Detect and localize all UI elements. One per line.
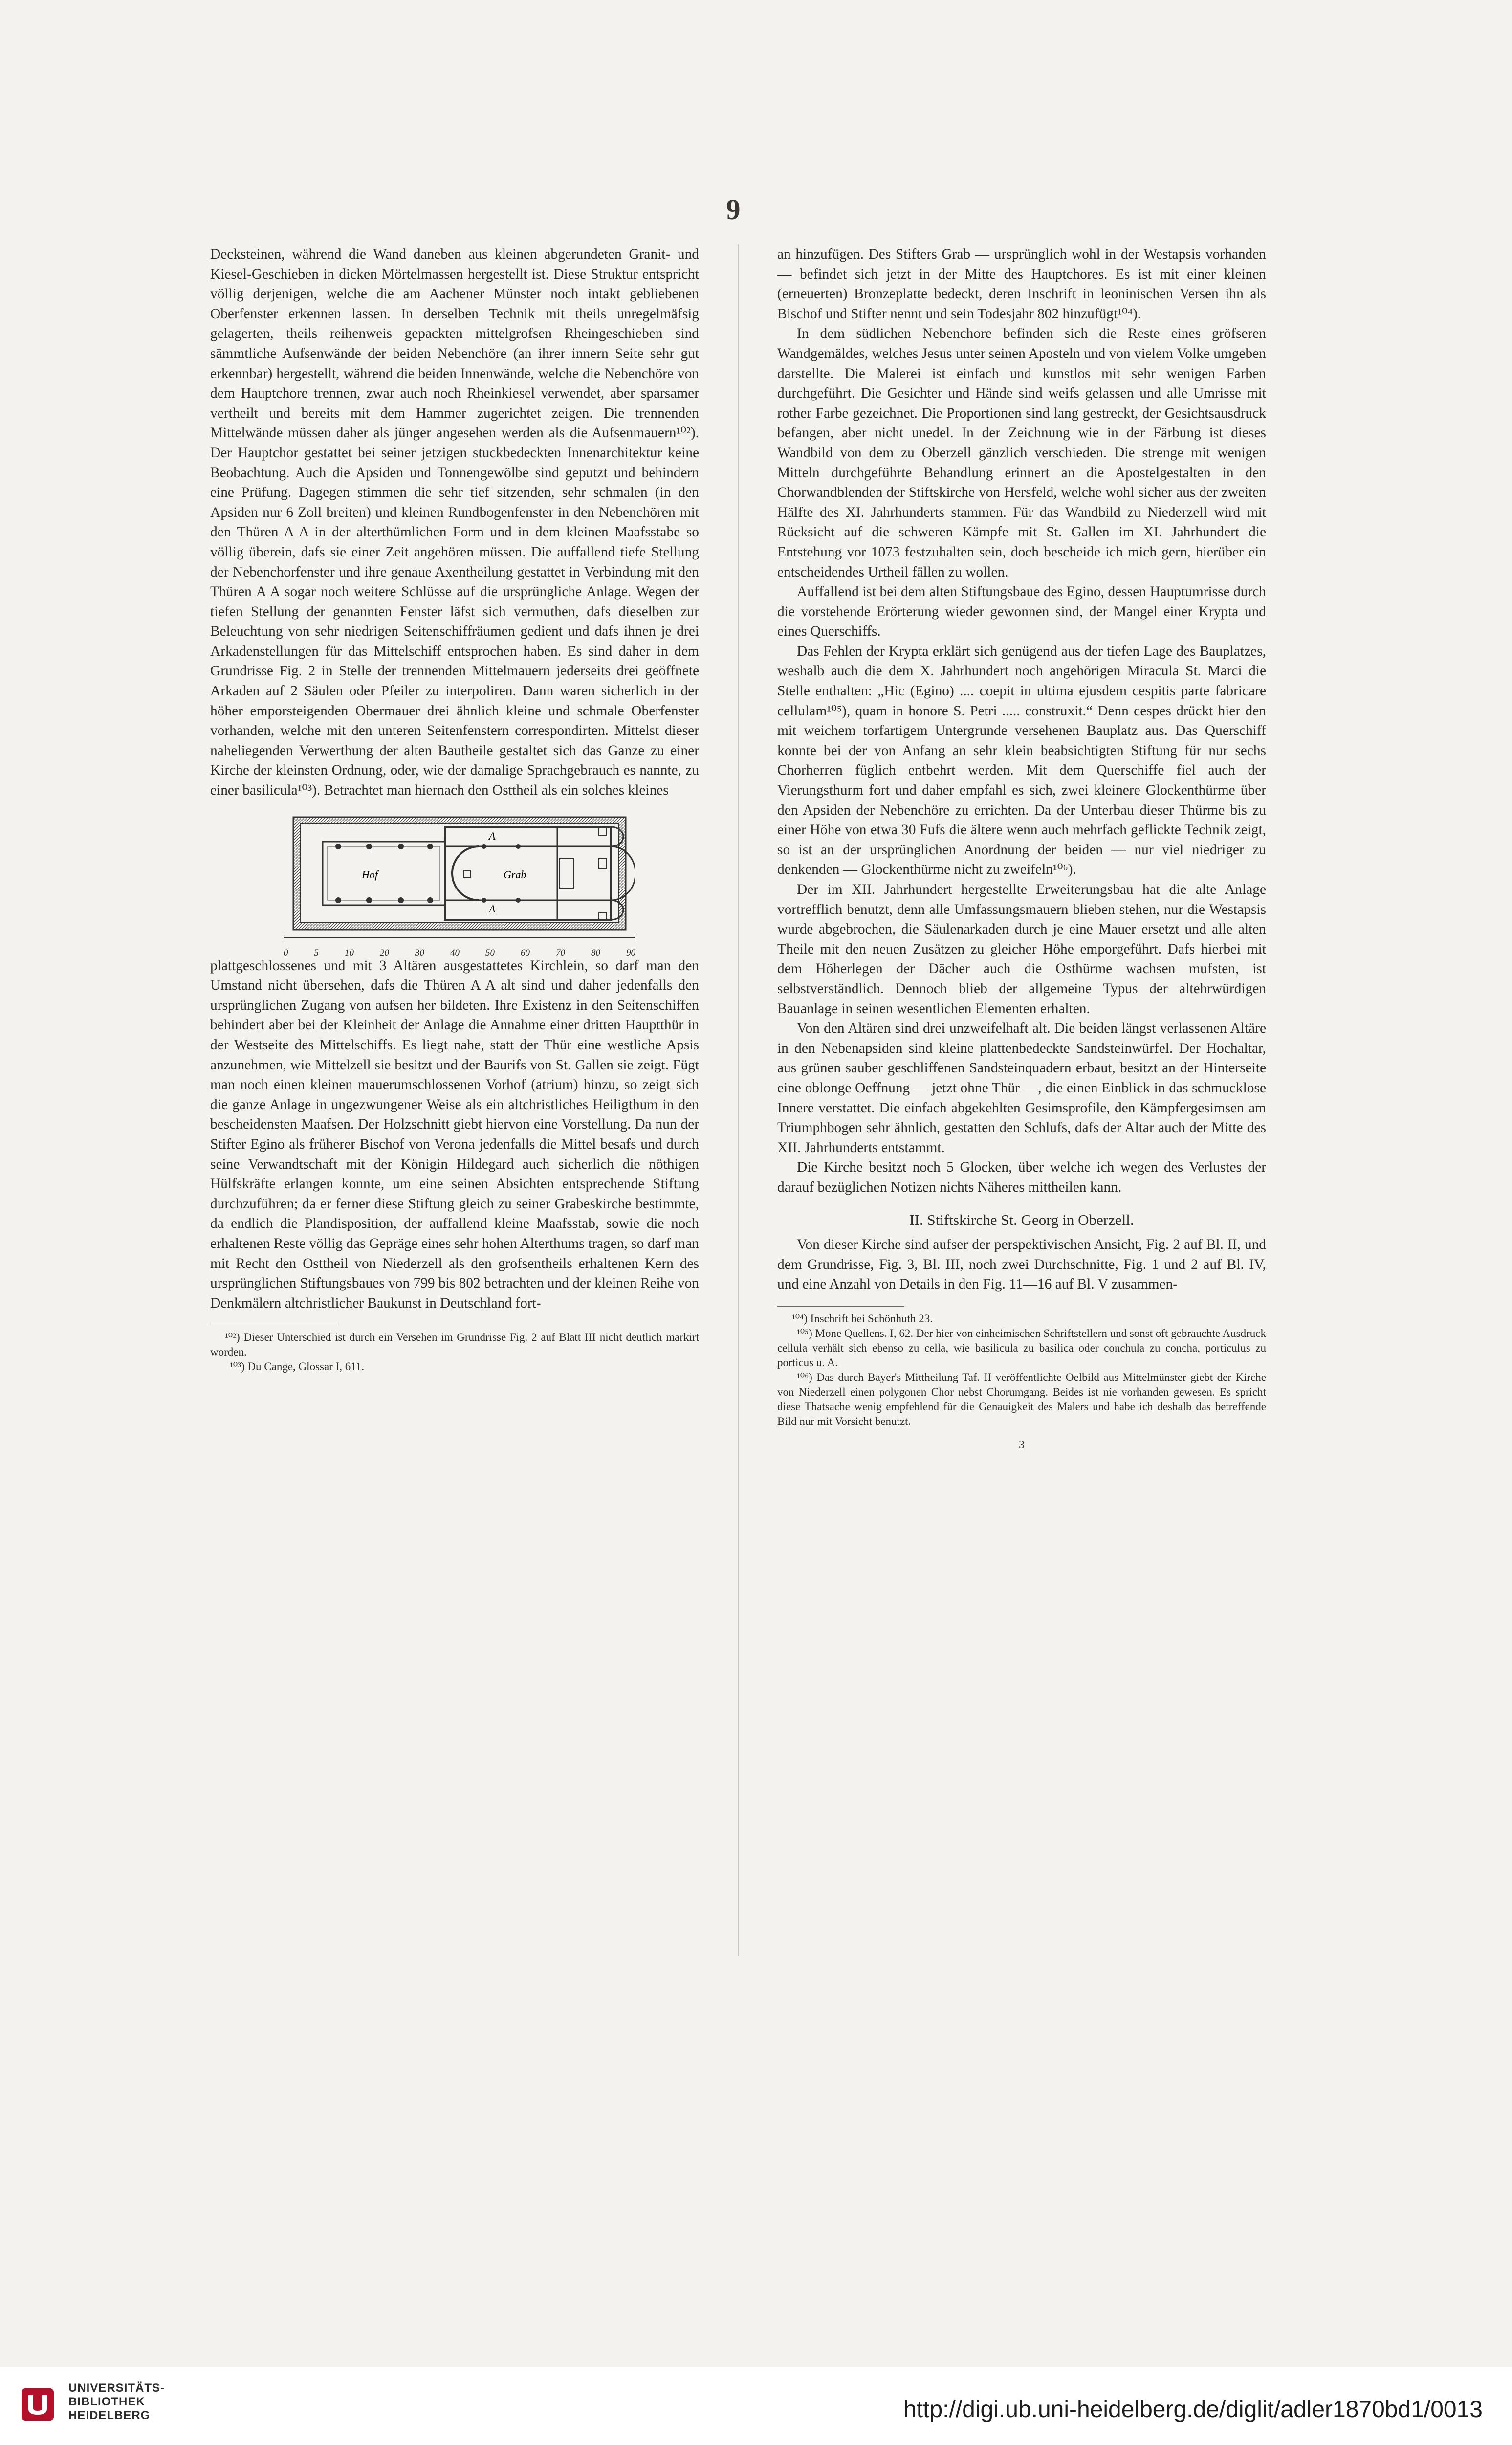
label-a-bottom: A xyxy=(489,902,496,915)
paragraph: In dem südlichen Nebenchore befinden sich die Reste eines gröfseren Wandgemäldes, welches Jesus unter seinen Aposteln und von vielem Volke umgeben darstellte. Die Malerei ist einfach und kunstlos mit sehr wenigen Farben durchgeführt. Die Gesichter und Hände sind weifs gelassen und alle Umrisse mit rother Farbe gezeichnet. Die Proportionen sind lang gestreckt, der Gesichtsausdruck befangen, aber nicht unedel. In der Zeichnung wie in der Färbung ist dieses Wandbild von dem zu Oberzell gänzlich verschieden. Die strenge mit wenigen Mitteln durchgeführte Behandlung erinnert an die Apostelgestalten in den Chorwandblenden der Stiftskirche von Hersfeld, welche wohl sicher aus der zweiten Hälfte des XI. Jahrhunderts stammen. Für das Wandbild zu Niederzell wird mit Rücksicht auf die schweren Kämpfe mit St. Gallen im XI. Jahrhundert die Entstehung vor 1073 festzuhalten sein, doch bescheide ich mich gern, hierüber ein entscheidendes Urtheil fällen zu wollen. xyxy=(777,326,1266,580)
paragraph: Von dieser Kirche sind aufser der perspektivischen Ansicht, Fig. 2 auf Bl. II, und dem Grundrisse, Fig. 3, Bl. III, noch zwei Durchschnitte, Fig. 1 und 2 auf Bl. IV, und eine Anzahl von Details in den Fig. 11—16 auf Bl. V zusammen- xyxy=(777,1237,1266,1292)
paragraph: Von den Altären sind drei unzweifelhaft alt. Die beiden längst verlassenen Altäre in den Nebenapsiden sind kleine plattenbedeckte Sandsteinwürfel. Der Hochaltar, aus grünen sauber geschliffenen Sandsteinquadern erbaut, besitzt an der Hinterseite eine oblonge Oeffnung — jetzt ohne Thür —, die einen Einblick in das schmucklose Innere verstattet. Die einfach abgekehlten Gesimsprofile, den Kämpfergesimsen am Triumphbogen sehr ähnlich, gestatten den Schlufs, dafs der Altar auch der Mitte des XII. Jahrhunderts entstammt. xyxy=(777,1021,1266,1156)
scale-tick: 50 xyxy=(485,947,495,958)
source-url-link[interactable]: http://digi.ub.uni-heidelberg.de/diglit/adler1870bd1/0013 xyxy=(903,2397,1483,2423)
scale-tick: 60 xyxy=(521,947,530,958)
library-name-line-1: UNIVERSITÄTS- xyxy=(68,2381,165,2395)
scale-tick: 30 xyxy=(415,947,424,958)
footnote-102: ¹⁰²) Dieser Unterschied ist durch ein Versehen im Grundrisse Fig. 2 auf Blatt III nicht deutlich markirt worden. xyxy=(210,1331,699,1358)
scale-tick: 5 xyxy=(314,947,319,958)
scale-labels xyxy=(284,943,635,956)
footnote-104: ¹⁰⁴) Inschrift bei Schönhuth 23. xyxy=(792,1312,933,1325)
floor-plan-figure xyxy=(284,812,635,934)
sheet-signature: 3 xyxy=(1019,1438,1025,1451)
left-footnotes xyxy=(210,1325,699,1374)
paragraph: Decksteinen, während die Wand daneben aus kleinen abgerundeten Granit- und Kiesel-Geschieben in dicken Mörtelmassen hergestellt ist. Diese Struktur entspricht völlig derjenigen, welche die am Aachener Münster noch intakt gebliebenen Oberfenster erkennen lassen. In derselben Technik mit theils unregelmäfsig gelagerten, theils reihenweis gepackten mittelgrofsen Rheingeschieben sind sämmtliche Aufsenwände der beiden Nebenchöre (an ihrer innern Seite sehr gut erkennbar) hergestellt, während die beiden Innenwände, welche die Nebenchöre von dem Hauptchore trennen, zwar auch noch Rheinkiesel verwendet, aber sparsamer vertheilt und bereits mit dem Hammer zugerichtet zeigen. Die trennenden Mittelwände müssen daher als jünger angesehen werden als die Aufsenmauern¹⁰²). Der Hauptchor gestattet bei seiner jetzigen stuckbedeckten Innenarchitektur keine Beobachtung. Auch die Apsiden und Tonnengewölbe sind geputzt und behindern eine Prüfung. Dagegen stimmen die sehr tief sitzenden, sehr schmalen (in den Apsiden nur 6 Zoll breiten) und kleinen Rundbogenfenster in den Nebenchören mit den Thüren A A in der alterthümlichen Form und in dem kleinen Maafsstabe so völlig überein, dafs sie einer Zeit angehören müssen. Die auffallend tiefe Stellung der Nebenchorfenster und ihre genaue Axentheilung gestattet in Verbindung mit den Thüren A A sogar noch weitere Schlüsse auf die ursprüngliche Anlage. Wegen der tiefen Stellung der genannten Fenster läfst sich vermuthen, dafs dieselben zur Beleuchtung von sehr niedrigen Seitenschiffräumen gedient und dafs ihnen je drei Arkadenstellungen für das Mittelschiff entsprochen haben. Es sind daher in dem Grundrisse Fig. 2 in Stelle der trennenden Mittelmauern jederseits drei geöffnete Arkaden auf 2 Säulen oder Pfeiler zu interpoliren. Dann waren sicherlich in der höher emporsteigenden Obermauer drei ähnlich kleine und schmale Oberfenster vorhanden, welche mit den unteren Seitenfenstern correspondirten. Mittelst dieser naheliegenden Verwerthung der alten Bautheile gestaltet sich das Ganze zu einer Kirche der kleinsten Ordnung, oder, wie der damalige Sprachgebrauch es nannte, zu einer basilicula¹⁰³). Betrachtet man hiernach den Osttheil als ein solches kleines xyxy=(210,246,699,799)
paragraph: Der im XII. Jahrhundert hergestellte Erweiterungsbau hat die alte Anlage vortrefflich benutzt, denn alle Umfassungsmauern blieben stehen, nur die Westapsis wurde abgebrochen, die Säulenarkaden durch je eine Mauer ersetzt und alle alten Theile mit den neuen Zusätzen zu gleicher Höhe emporgeführt. Dafs hierbei mit dem Höherlegen der Dächer auch die Osthürme wachsen mufsten, ist selbstverständlich. Dennoch blieb der allgemeine Typus der altehrwürdigen Bauanlage in seinen wesentlichen Elementen erhalten. xyxy=(777,882,1266,1017)
paragraph: plattgeschlossenes und mit 3 Altären ausgestattetes Kirchlein, so darf man den Umstand nicht übersehen, dafs die Thüren A A alt sind und daher jedenfalls den ursprünglichen Zugang von aufsen her bildeten. Ihre Existenz in den Seitenschiffen behindert aber bei der Kleinheit der Anlage die Annahme einer dritten Hauptthür in der Westseite des Mittelschiffs. Es liegt nahe, statt der Thür eine westliche Apsis anzunehmen, wie Mittelzell sie besitzt und der Baurifs von St. Gallen sie zeigt. Fügt man noch einen kleinen mauerumschlossenen Vorhof (atrium) hinzu, so zeigt sich die ganze Anlage in ungezwungener Weise als ein altchristliches Heiligthum in den bescheidensten Maafsen. Der Holzschnitt giebt hiervon eine Vorstellung. Da nun der Stifter Egino als früherer Bischof von Verona jedenfalls die Mittel besafs und durch seine Verwandtschaft mit der Königin Hildegard auch sicherlich die nöthigen Hülfskräfte erlangen konnte, um eine seinen Absichten entsprechende Stiftung durchzuführen; da er ferner diese Stiftung gleich zu seiner Grabeskirche bestimmte, da endlich die Plandisposition, der auffallend kleine Maafsstab, sowie die noch erhaltenen Reste völlig das Gepräge eines sehr hohen Alterthums tragen, so darf man mit Recht den Osttheil von Niederzell als den grofsentheils erhaltenen Kern des ursprünglichen Stiftungsbaues von 799 bis 802 betrachten und der kleinen Reihe von Denkmälern altchristlicher Baukunst in Deutschland fort- xyxy=(210,957,699,1311)
library-name-line-3: HEIDELBERG xyxy=(68,2409,151,2422)
paragraph: Das Fehlen der Krypta erklärt sich genügend aus der tiefen Lage des Bauplatzes, weshalb auch die dem X. Jahrhundert noch angehörigen Miracula St. Marci die Stelle enthalten: „Hic (Egino) .... coepit in ultima ejusdem cespitis parte fabricare cellulam¹⁰⁵), quam in honore S. Petri ..... construxit.“ Denn cespes drückt hier den mit weichem torfartigem Untergrunde versehenen Bauplatz aus. Das Querschiff konnte bei der von Anfang an sehr klein beabsichtigten Stiftung für nur sechs Chorherren füglich entbehrt werden. Mit dem Querschiffe fiel auch der Vierungsthurm fort und daher empfahl es sich, zwei kleinere Glockenthürme über den Apsiden der Nebenchöre zu errichten. Da der Unterbau dieser Thürme bis zu einer Höhe von etwa 30 Fufs die ältere wenn auch mehrfach geflickte Technik zeigt, so ist an der ursprünglichen Anordnung der beiden — nur viel niedriger zu denkenden — Glockenthürme nicht zu zweifeln¹⁰⁶). xyxy=(777,643,1266,878)
paragraph: an hinzufügen. Des Stifters Grab — ursprünglich wohl in der Westapsis vorhanden — befindet sich jetzt in der Mitte des Hauptchores. Es ist mit einer kleinen (erneuerten) Bronzeplatte bedeckt, deren Inschrift in leoninischen Versen ihn als Bischof und Stifter nennt und sein Todesjahr 802 hinzufügt¹⁰⁴). xyxy=(777,246,1266,322)
column-divider xyxy=(738,244,739,1956)
university-library-logo-icon xyxy=(20,2386,56,2423)
scale-tick: 10 xyxy=(345,947,354,958)
left-column xyxy=(210,244,699,1374)
label-grab: Grab xyxy=(504,868,526,881)
scale-tick: 20 xyxy=(380,947,389,958)
footnote-rule xyxy=(777,1306,904,1307)
library-name-line-2: BIBLIOTHEK xyxy=(68,2395,145,2408)
paragraph: Auffallend ist bei dem alten Stiftungsbaue des Egino, dessen Hauptumrisse durch die vorstehende Erörterung wieder gewonnen sind, der Mangel einer Krypta und eines Querschiffs. xyxy=(777,584,1266,640)
viewer-footer xyxy=(0,2367,1512,2445)
label-hof: Hof xyxy=(362,868,378,881)
scale-tick: 90 xyxy=(626,947,635,958)
scale-tick: 70 xyxy=(556,947,565,958)
footnote-103: ¹⁰³) Du Cange, Glossar I, 611. xyxy=(230,1360,365,1373)
section-heading: II. Stiftskirche St. Georg in Oberzell. xyxy=(909,1211,1134,1228)
right-column xyxy=(777,244,1266,1452)
right-footnotes xyxy=(777,1306,1266,1452)
label-a-top: A xyxy=(489,829,496,842)
scale-tick: 0 xyxy=(284,947,288,958)
footnote-105: ¹⁰⁵) Mone Quellens. I, 62. Der hier von einheimischen Schriftstellern und sonst oft gebrauchte Ausdruck cellula verhält sich ebenso zu cella, wie basilicula zu basilica oder conchula zu concha, porticulus zu porticus u. A. xyxy=(777,1327,1266,1369)
scale-bar xyxy=(284,934,635,940)
page-number: 9 xyxy=(726,194,741,225)
scale-tick: 80 xyxy=(591,947,600,958)
footnote-106: ¹⁰⁶) Das durch Bayer's Mittheilung Taf. II veröffentlichte Oelbild aus Mittelmünster giebt der Kirche von Niederzell einen polygonen Chor nebst Chorumgang. Beides ist nie vorhanden gewesen. Es spricht diese Thatsache wenig empfehlend für die Genauigkeit des Malers und habe ich deshalb das betreffende Bild nur mit Vorsicht benutzt. xyxy=(777,1371,1266,1427)
floor-plan-drawing xyxy=(284,812,635,934)
paragraph: Die Kirche besitzt noch 5 Glocken, über welche ich wegen des Verlustes der darauf bezüglichen Notizen nichts Näheres mittheilen kann. xyxy=(777,1159,1266,1195)
scale-tick: 40 xyxy=(450,947,460,958)
library-name xyxy=(68,2381,165,2423)
